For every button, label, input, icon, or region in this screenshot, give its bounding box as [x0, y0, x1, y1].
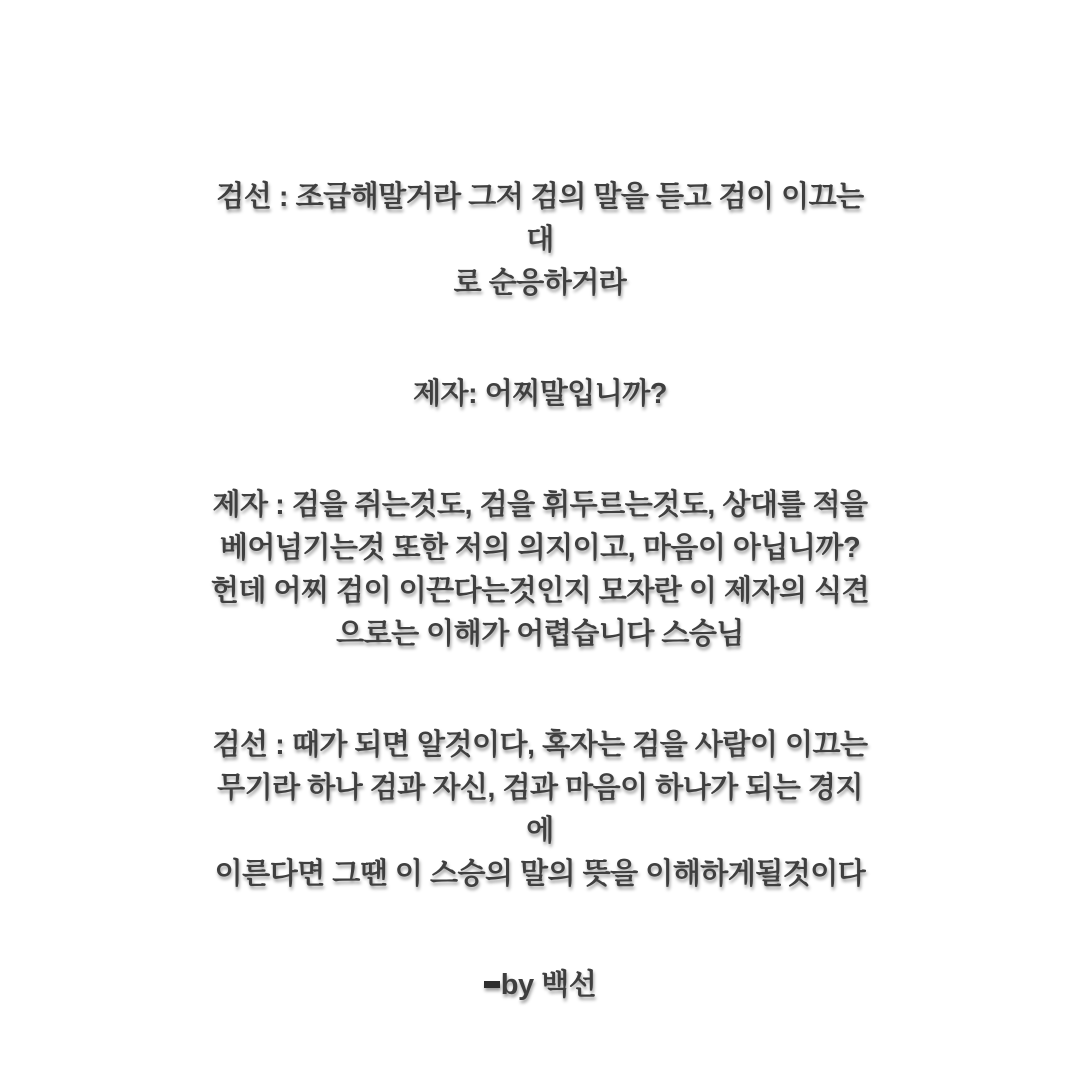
byline-text: by 백선 — [500, 969, 597, 1001]
paragraph-sword-master-1 — [210, 176, 870, 305]
text-line: 로 순응하거라 — [453, 267, 627, 299]
byline — [210, 964, 870, 1007]
text-line: 제자 : 검을 쥐는것도, 검을 휘두르는것도, 상대를 적을 — [212, 489, 868, 521]
paragraph-sword-master-2 — [210, 724, 870, 896]
text-line: 베어넘기는것 또한 저의 의지이고, 마음이 아닙니까? — [219, 532, 861, 564]
text-line: 으로는 이해가 어렵습니다 스승님 — [336, 618, 744, 650]
text-line: 무기라 하나 검과 자신, 검과 마음이 하나가 되는 경지에 — [217, 772, 863, 847]
quote-text-block — [210, 176, 870, 1007]
paragraph-disciple-1 — [210, 373, 870, 416]
paragraph-disciple-2 — [210, 484, 870, 656]
text-line: 헌데 어찌 검이 이끈다는것인지 모자란 이 제자의 식견 — [210, 575, 870, 607]
text-line: 검선 : 조급해말거라 그저 검의 말을 듣고 검이 이끄는대 — [216, 181, 864, 256]
text-line: 이른다면 그땐 이 스승의 말의 뜻을 이해하게될것이다 — [214, 858, 866, 890]
text-line: 검선 : 때가 되면 알것이다, 혹자는 검을 사람이 이끄는 — [212, 729, 868, 761]
dash-icon — [484, 981, 500, 988]
text-line: 제자: 어찌말입니까? — [412, 378, 668, 410]
